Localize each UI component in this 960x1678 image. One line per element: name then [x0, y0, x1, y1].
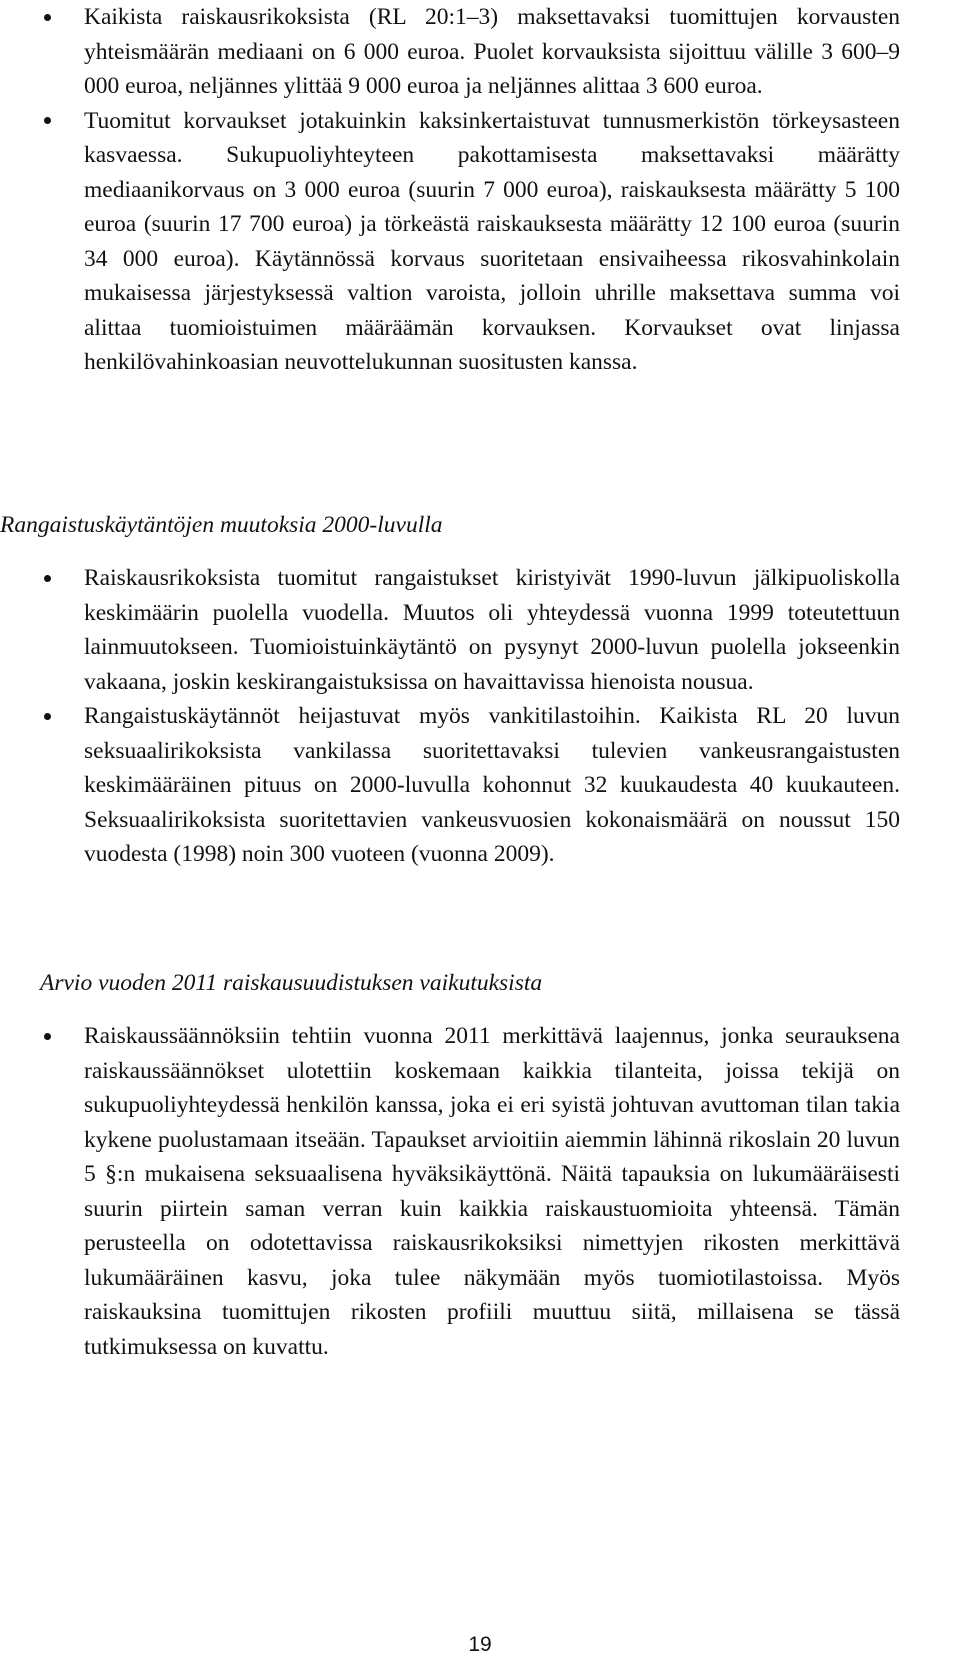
bullet-icon [40, 0, 54, 35]
bullet-list-reform [40, 1019, 900, 1364]
list-item-text: Rangaistuskäytännöt heijastuvat myös vankitilastoihin. Kaikista RL 20 luvun seksuaalirikoksista vankilassa suoritettavaksi tulevien vankeusrangaistusten keskimääräinen pituus on 2000-luvulla kohonnut 32 kuukaudesta 40 kuukauteen. Seksuaalirikoksista suoritettavien vankeusvuosien kokonaismäärä on noussut 150 vuodesta (1998) noin 300 vuoteen (vuonna 2009). [84, 703, 900, 867]
bullet-list-sentencing [40, 561, 900, 872]
list-item [40, 104, 900, 380]
list-item [40, 0, 900, 104]
bullet-icon [40, 1019, 54, 1054]
bullet-icon [40, 561, 54, 596]
list-item-text: Tuomitut korvaukset jotakuinkin kaksinkertaistuvat tunnusmerkistön törkeysasteen kasvaessa. Sukupuoliyhteyteen pakottamisesta maksettavaksi määrätty mediaanikorvaus on 3 000 euroa (suurin 7 000 euroa), raiskauksesta määrätty 5 100 euroa (suurin 17 700 euroa) ja törkeästä raiskauksesta määrätty 12 100 euroa (suurin 34 000 euroa). Käytännössä korvaus suoritetaan ensivaiheessa rikosvahinkolain mukaisessa järjestyksessä valtion varoista, jolloin uhrille maksettava summa voi alittaa tuomioistuimen määräämän korvauksen. Korvaukset ovat linjassa henkilövahinkoasian neuvottelukunnan suositusten kanssa. [84, 107, 900, 375]
list-item [40, 699, 900, 872]
bullet-list-compensation [40, 0, 900, 380]
list-item-text: Kaikista raiskausrikoksista (RL 20:1–3) maksettavaksi tuomittujen korvausten yhteismäärän mediaani on 6 000 euroa. Puolet korvauksista sijoittuu välille 3 600–9 000 euroa, neljännes ylittää 9 000 euroa ja neljännes alittaa 3 600 euroa. [84, 4, 900, 99]
list-item [40, 1019, 900, 1364]
section-heading-sentencing-changes: Rangaistuskäytäntöjen muutoksia 2000-luvulla [0, 512, 443, 538]
bullet-icon [40, 699, 54, 734]
section-heading-reform-assessment: Arvio vuoden 2011 raiskausuudistuksen vaikutuksista [40, 970, 543, 996]
list-item [40, 561, 900, 699]
bullet-icon [40, 104, 54, 139]
list-item-text: Raiskausrikoksista tuomitut rangaistukset kiristyivät 1990-luvun jälkipuoliskolla keskimäärin puolella vuodella. Muutos oli yhteydessä vuonna 1999 toteutettuun lainmuutokseen. Tuomioistuinkäytäntö on pysynyt 2000-luvun puolella jokseenkin vakaana, joskin keskirangaistuksissa on havaittavissa hienoista nousua. [84, 565, 900, 695]
page-number: 19 [468, 1633, 492, 1656]
list-item-text: Raiskaussäännöksiin tehtiin vuonna 2011 merkittävä laajennus, jonka seurauksena raiskaussäännökset ulotettiin koskemaan kaikkia tilanteita, joissa tekijä on sukupuoliyhteydessä henkilön kanssa, joka ei eri syistä johtuvan avuttoman tilan takia kykene puolustamaan itseään. Tapaukset arvioitiin aiemmin lähinnä rikoslain 20 luvun 5 §:n mukaisena seksuaalisena hyväksikäyttönä. Näitä tapauksia on lukumääräisesti suurin piirtein saman verran kuin kaikkia raiskaustuomioita yhteensä. Tämän perusteella on odotettavissa raiskausrikoksiksi nimettyjen rikosten merkittävä lukumääräinen kasvu, joka tulee näkymään myös tuomiotilastoissa. Myös raiskauksina tuomittujen rikosten profiili muuttuu siitä, millaisena se tässä tutkimuksessa on kuvattu. [84, 1023, 900, 1360]
